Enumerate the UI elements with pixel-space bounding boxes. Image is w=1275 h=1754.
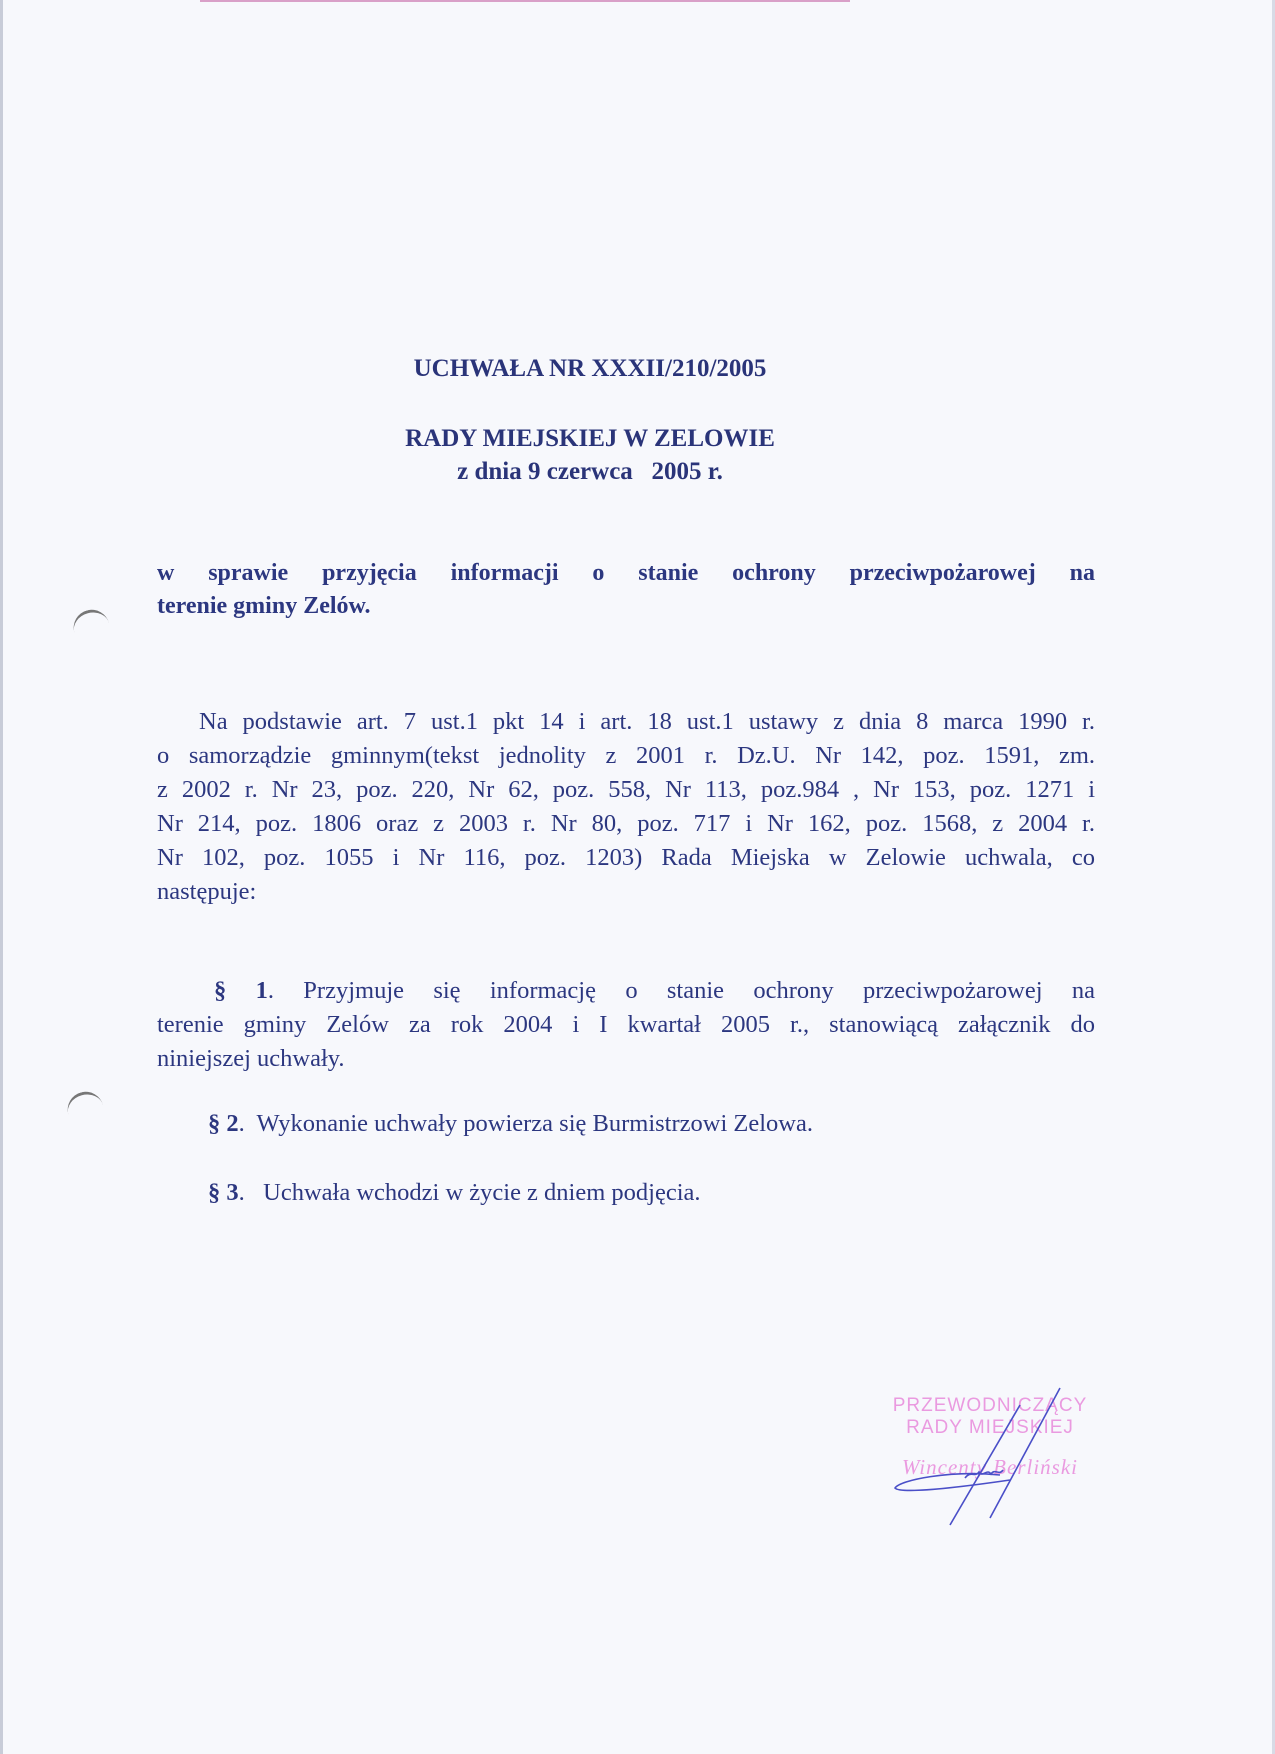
- subject: [157, 557, 1095, 623]
- resolution-date: z dnia 9 czerwca 2005 r.: [457, 458, 723, 485]
- section-2: [208, 1110, 813, 1138]
- basis-line: o samorządzie gminnym(tekst jednolity z 2001 r. Dz.U. Nr 142, poz. 1591, zm.: [157, 742, 1095, 769]
- scan-edge: [0, 0, 3, 1754]
- subject-line: w sprawie przyjęcia informacji o stanie ochrony przeciwpożarowej na: [157, 560, 1095, 586]
- section-text: . Przyjmuje się informację o stanie ochrony przeciwpożarowej na: [267, 977, 1096, 1004]
- basis-line: z 2002 r. Nr 23, poz. 220, Nr 62, poz. 558, Nr 113, poz.984 , Nr 153, poz. 1271 i: [157, 776, 1095, 803]
- punch-hole-mark: [70, 606, 111, 638]
- stamp-name: Wincenty Berliński: [901, 1455, 1079, 1479]
- stamp-line: PRZEWODNICZĄCY: [892, 1395, 1088, 1416]
- section-mark: § 1: [214, 977, 268, 1004]
- basis-line: Na podstawie art. 7 ust.1 pkt 14 i art. 18 ust.1 ustawy z dnia 8 marca 1990 r.: [199, 708, 1095, 735]
- section-1-line: terenie gminy Zelów za rok 2004 i I kwartał 2005 r., stanowiącą załącznik do: [157, 1011, 1095, 1038]
- basis-line: Nr 214, poz. 1806 oraz z 2003 r. Nr 80, poz. 717 i Nr 162, poz. 1568, z 2004 r.: [157, 810, 1095, 837]
- resolution-title: UCHWAŁA NR XXXII/210/2005: [413, 355, 767, 382]
- subject-line: terenie gminy Zelów.: [157, 593, 371, 619]
- scan-edge: [200, 0, 850, 2]
- section-text: . Uchwała wchodzi w życie z dniem podjęcia.: [238, 1179, 701, 1206]
- basis-line: następuje:: [157, 878, 257, 905]
- section-mark: § 2: [208, 1110, 239, 1137]
- punch-hole-mark: [64, 1088, 105, 1120]
- section-3: [208, 1179, 701, 1207]
- handwritten-signature: [860, 1370, 1100, 1530]
- legal-basis: [157, 705, 1095, 909]
- stamp-line: RADY MIEJSKIEJ: [906, 1417, 1074, 1438]
- section-1-line: niniejszej uchwały.: [157, 1045, 345, 1072]
- basis-line: Nr 102, poz. 1055 i Nr 116, poz. 1203) Rada Miejska w Zelowie uchwala, co: [157, 844, 1095, 871]
- section-1: [157, 974, 1095, 1076]
- section-text: . Wykonanie uchwały powierza się Burmistrzowi Zelowa.: [238, 1110, 813, 1137]
- section-1-line: [157, 974, 1095, 1008]
- section-mark: § 3: [208, 1179, 239, 1206]
- issuer: RADY MIEJSKIEJ W ZELOWIE: [405, 425, 775, 452]
